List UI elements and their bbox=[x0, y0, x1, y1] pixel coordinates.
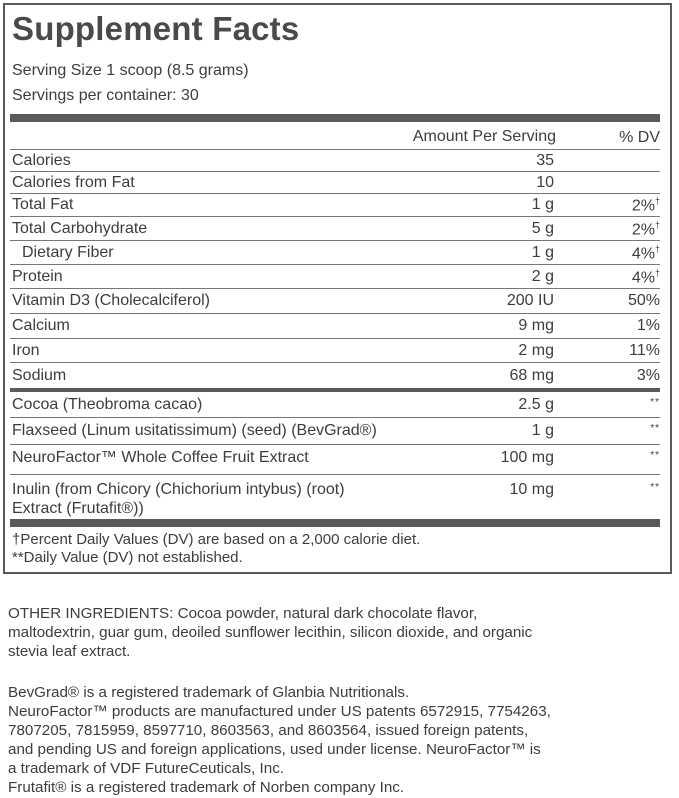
nutrient-row: Total Fat 1 g 2%† bbox=[10, 194, 660, 217]
divider-thick-top bbox=[10, 114, 660, 122]
nutrient-row: Dietary Fiber 1 g 4%† bbox=[10, 241, 660, 265]
nutrient-row: Protein 2 g 4%† bbox=[10, 265, 660, 289]
ingredient-row: NeuroFactor™ Whole Coffee Fruit Extract 100 mg ** bbox=[10, 445, 660, 475]
nutrient-row: Iron 2 mg 11% bbox=[10, 339, 660, 363]
nutrient-row: Calories from Fat 10 bbox=[10, 172, 660, 194]
divider-thick-bottom bbox=[10, 519, 660, 527]
amount-per-serving-header: Amount Per Serving bbox=[412, 128, 556, 145]
nutrient-row: Sodium 68 mg 3% bbox=[12, 367, 660, 384]
panel-title: Supplement Facts bbox=[12, 10, 300, 47]
servings-per-container: Servings per container: 30 bbox=[12, 87, 199, 104]
column-header-row bbox=[10, 126, 660, 150]
dv-header: % DV bbox=[619, 129, 660, 146]
nutrient-row: Calcium 9 mg 1% bbox=[10, 314, 660, 339]
footnote-dv-basis: †Percent Daily Values (DV) are based on a 2,000 calorie diet. bbox=[12, 531, 421, 548]
nutrient-row: Calories 35 bbox=[10, 150, 660, 172]
nutrient-row: Total Carbohydrate 5 g 2%† bbox=[10, 217, 660, 241]
trademark-notices: BevGrad® is a registered trademark of Glanbia Nutritionals. NeuroFactor™ products are manufactured under US patents 6572915, 7754263, 7807205, 7815959, 8597710, 8603563, and 8603564, issued foreign patents, and pending US and foreign applications, used under license. NeuroFactor™ is a trademark of VDF FutureCeuticals, Inc. Frutafit® is a registered trademark of Norben company Inc. bbox=[8, 684, 551, 796]
footnote-dv-not-established: **Daily Value (DV) not established. bbox=[12, 549, 243, 566]
nutrient-row: Vitamin D3 (Cholecalciferol) 200 IU 50% bbox=[10, 289, 660, 314]
other-ingredients: OTHER INGREDIENTS: Cocoa powder, natural dark chocolate flavor, maltodextrin, guar gum, deoiled sunflower lecithin, silicon dioxide, and organic stevia leaf extract. bbox=[8, 605, 533, 660]
ingredient-row: Cocoa (Theobroma cacao) 2.5 g ** bbox=[10, 392, 660, 418]
ingredient-row: Inulin (from Chicory (Chichorium intybus) (root) Extract (Frutafit®)) 10 mg ** bbox=[12, 481, 660, 517]
ingredient-row: Flaxseed (Linum usitatissimum) (seed) (BevGrad®) 1 g ** bbox=[10, 418, 660, 445]
serving-size: Serving Size 1 scoop (8.5 grams) bbox=[12, 62, 249, 79]
